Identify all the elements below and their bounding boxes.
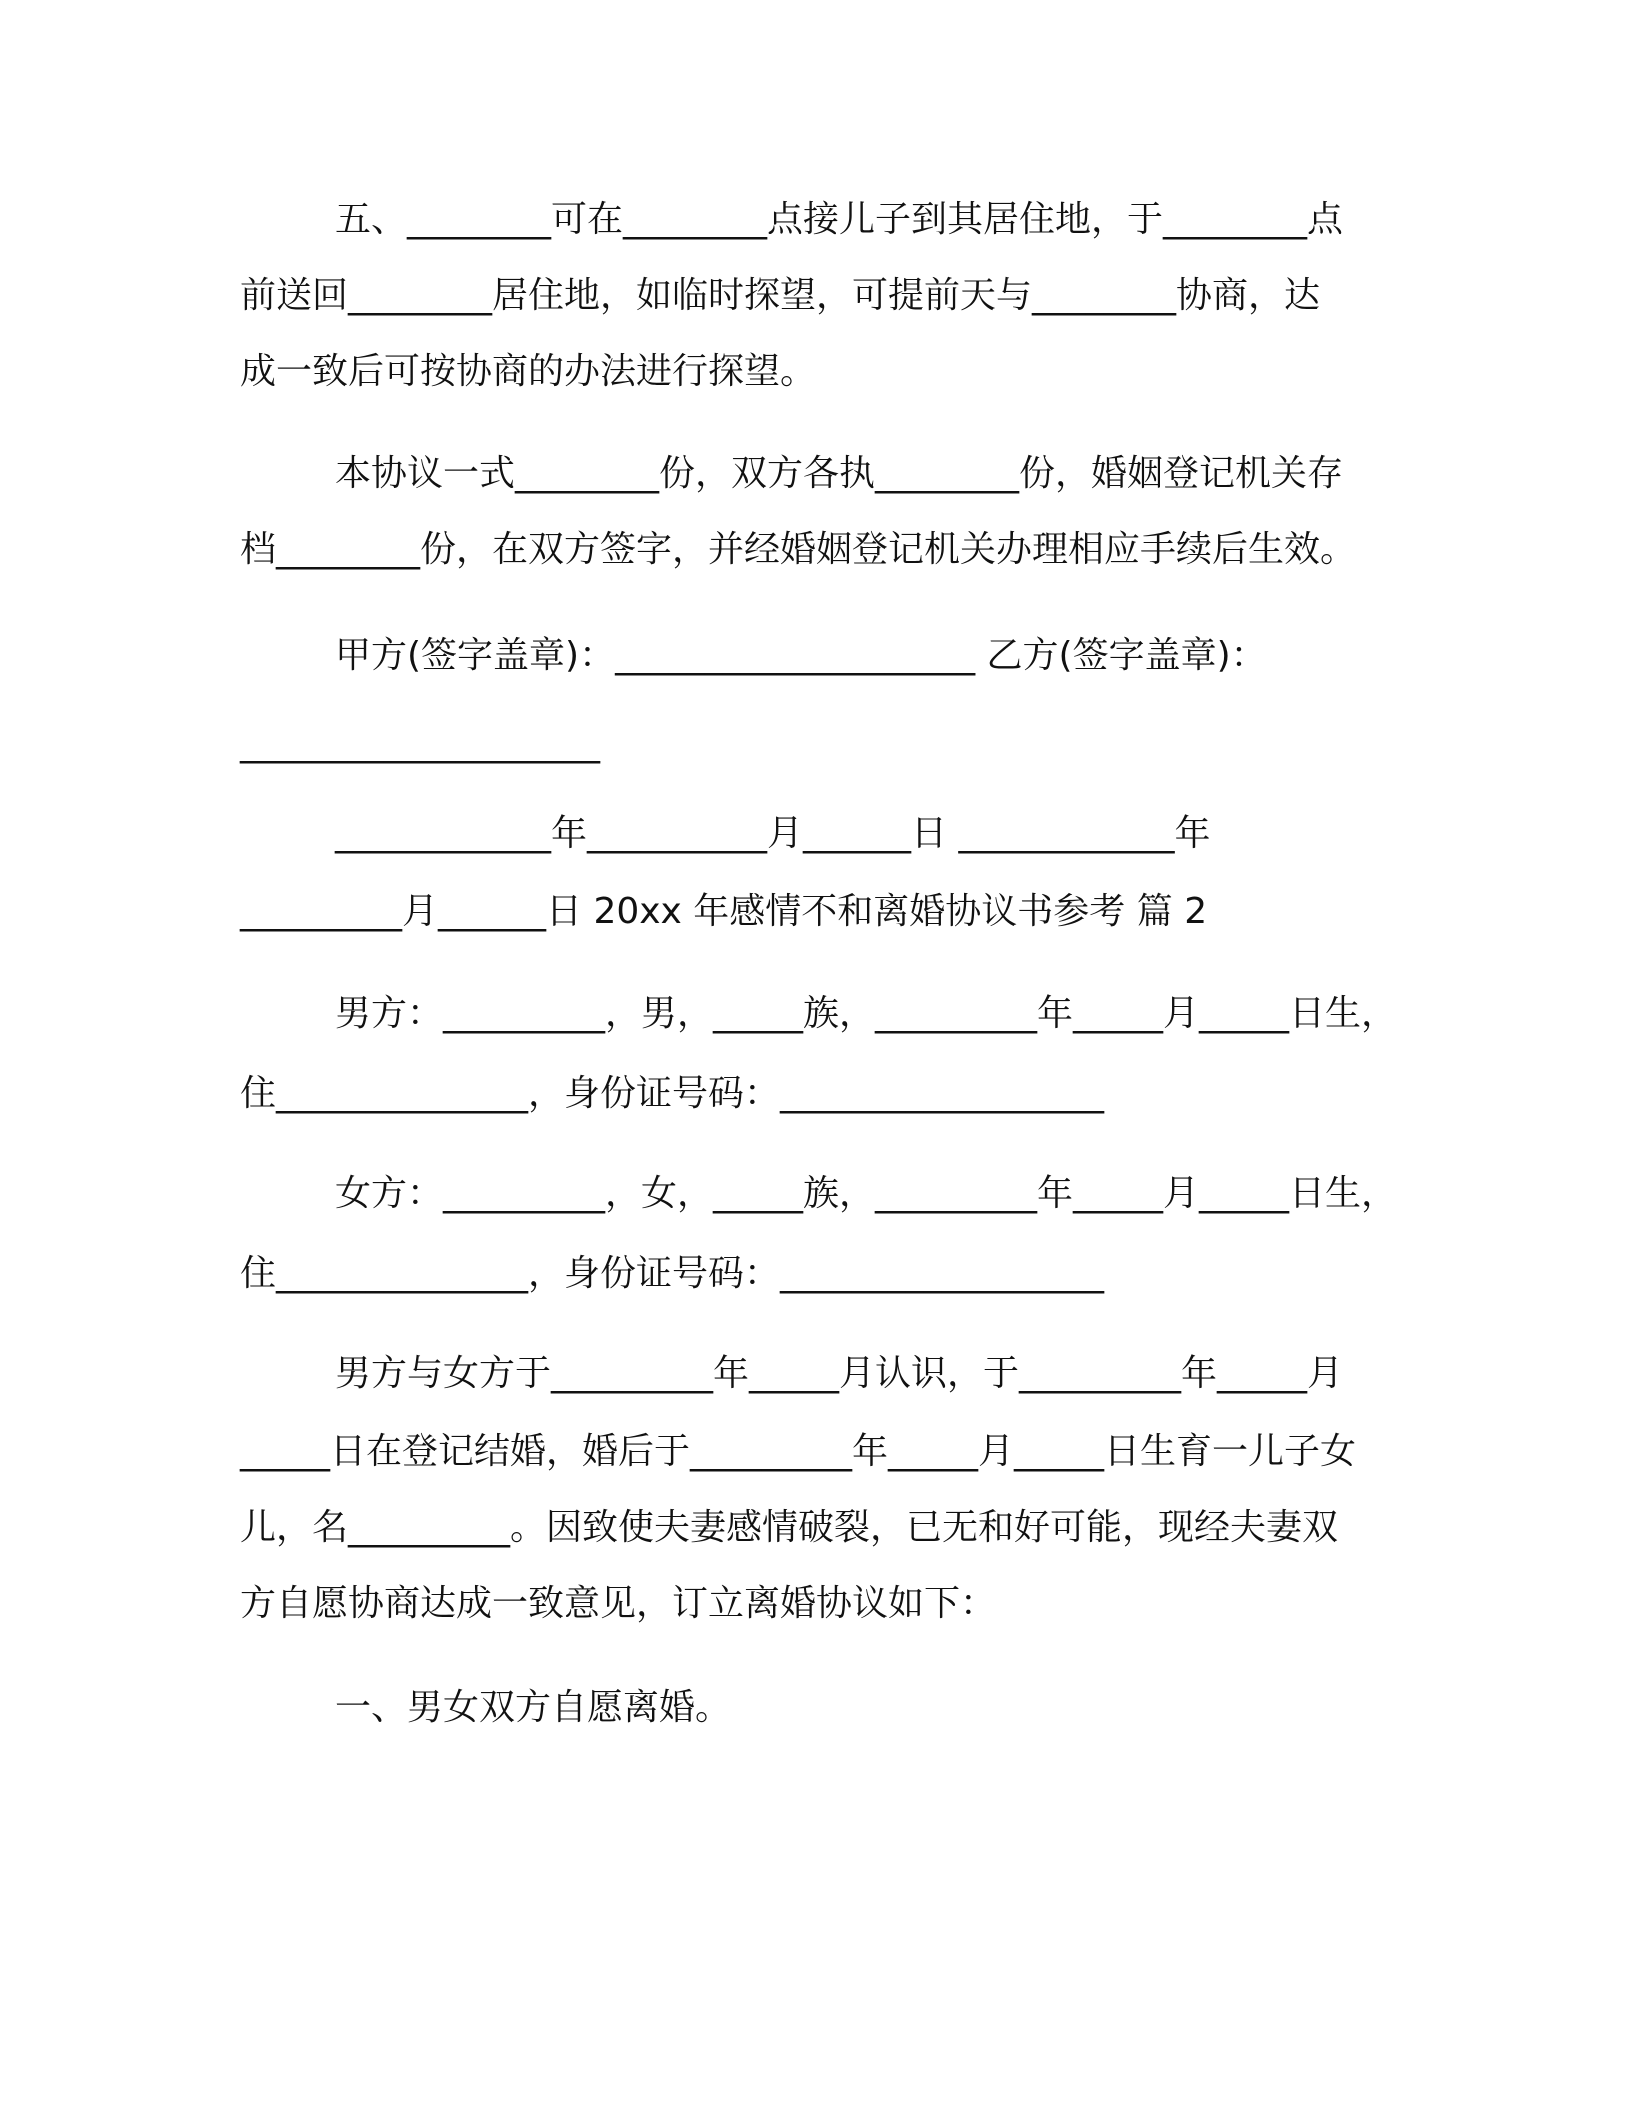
male-info-line-1: 男方：_________，男，_____族，_________年_____月_____日生， [335, 993, 1398, 1034]
date-line-1: ____________年__________月______日 ____________年 [335, 813, 1211, 854]
paragraph-5-line-1: 五、________可在________点接儿子到其居住地，于________点 [335, 199, 1344, 240]
signature-line-1: 甲方(签字盖章)：____________________ 乙方(签字盖章)： [335, 635, 1267, 676]
date-line-2: _________月______日 20xx 年感情不和离婚协议书参考 篇 2 [240, 891, 1208, 932]
marriage-line-4: 方自愿协商达成一致意见，订立离婚协议如下： [240, 1583, 997, 1624]
female-info-line-1: 女方：_________，女，_____族，_________年_____月_____日生， [335, 1173, 1398, 1214]
clause-1: 一、男女双方自愿离婚。 [335, 1687, 732, 1728]
marriage-line-3: 儿，名_________。因致使夫妻感情破裂，已无和好可能，现经夫妻双 [240, 1507, 1339, 1548]
marriage-line-1: 男方与女方于_________年_____月认识，于_________年_____月 [335, 1353, 1344, 1394]
copies-line-1: 本协议一式________份，双方各执________份，婚姻登记机关存 [335, 453, 1344, 494]
marriage-line-2: _____日在登记结婚，婚后于_________年_____月_____日生育一儿子女 [240, 1431, 1357, 1472]
copies-line-2: 档________份，在双方签字，并经婚姻登记机关办理相应手续后生效。 [240, 529, 1357, 570]
signature-line-2: ____________________ [240, 723, 600, 764]
paragraph-5-line-2: 前送回________居住地，如临时探望，可提前天与________协商，达 [240, 275, 1321, 316]
male-info-line-2: 住______________，身份证号码：__________________ [240, 1073, 1105, 1114]
female-info-line-2: 住______________，身份证号码：__________________ [240, 1253, 1105, 1294]
paragraph-5-line-3: 成一致后可按协商的办法进行探望。 [240, 351, 817, 392]
